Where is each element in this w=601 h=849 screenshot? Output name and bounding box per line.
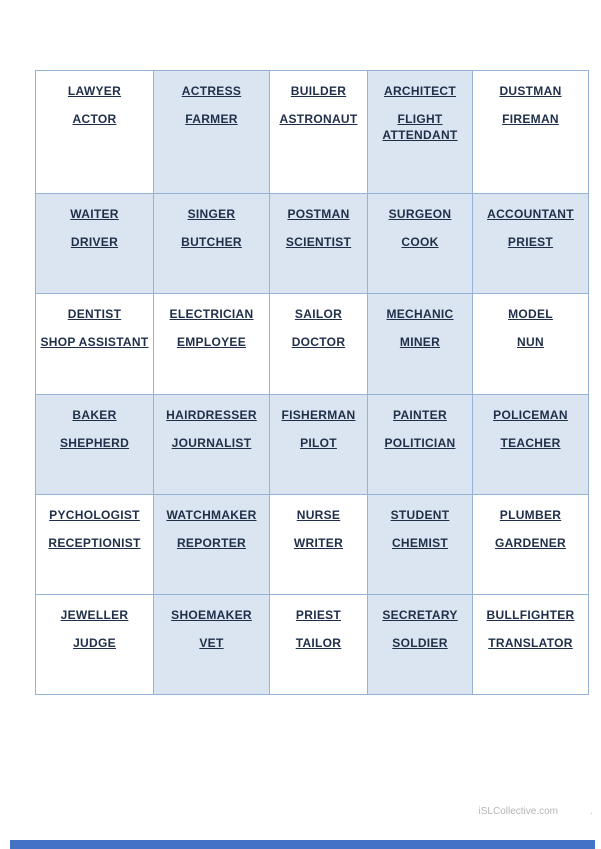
grid-cell	[36, 194, 154, 294]
profession-word: SHOP ASSISTANT	[40, 335, 149, 350]
profession-word: PRIEST	[295, 607, 342, 622]
profession-word: CHEMIST	[391, 535, 449, 550]
profession-word: DENTIST	[67, 307, 122, 322]
profession-word: NURSE	[296, 507, 341, 522]
profession-word: WAITER	[70, 207, 119, 222]
grid-cell	[368, 294, 473, 394]
profession-word: JOURNALIST	[171, 435, 252, 450]
profession-word: TRANSLATOR	[488, 635, 573, 650]
grid-cell	[368, 194, 473, 294]
profession-word: JEWELLER	[60, 607, 129, 622]
profession-word: ACTRESS	[181, 84, 242, 98]
grid-cell	[473, 71, 589, 194]
grid-cell	[154, 394, 270, 494]
grid-cell	[36, 394, 154, 494]
profession-word: DUSTMAN	[499, 84, 562, 98]
profession-word: LAWYER	[67, 84, 122, 98]
grid-cell	[270, 71, 368, 194]
profession-word: COOK	[401, 235, 439, 250]
profession-word: POSTMAN	[287, 207, 350, 222]
grid-cell	[154, 71, 270, 194]
professions-grid	[35, 70, 589, 695]
grid-cell	[270, 294, 368, 394]
grid-cell	[154, 494, 270, 594]
profession-word: GARDENER	[494, 535, 567, 550]
profession-word: ACCOUNTANT	[487, 207, 574, 222]
grid-row	[36, 294, 589, 394]
profession-word: PRIEST	[507, 235, 554, 250]
grid-row	[36, 71, 589, 194]
grid-cell	[36, 594, 154, 694]
profession-word: SAILOR	[294, 307, 343, 322]
profession-word: PILOT	[300, 435, 337, 450]
grid-cell	[368, 494, 473, 594]
profession-word: FARMER	[185, 112, 238, 126]
profession-word: SURGEON	[388, 207, 452, 222]
profession-word: PLUMBER	[499, 507, 562, 522]
grid-row	[36, 494, 589, 594]
profession-word: WRITER	[293, 535, 344, 550]
profession-word: MINER	[399, 335, 441, 350]
grid-cell	[270, 394, 368, 494]
profession-word: STUDENT	[390, 507, 450, 522]
grid-row	[36, 194, 589, 294]
profession-word: DRIVER	[70, 235, 119, 250]
grid-cell	[368, 394, 473, 494]
grid-cell	[270, 494, 368, 594]
profession-word: ARCHITECT	[383, 84, 457, 98]
profession-word: SINGER	[187, 207, 236, 222]
profession-word: BAKER	[72, 407, 117, 422]
profession-word: PAINTER	[393, 407, 447, 422]
profession-word: EMPLOYEE	[176, 335, 247, 350]
profession-word: SHOEMAKER	[171, 607, 252, 622]
profession-word: SHEPHERD	[59, 435, 130, 450]
grid-cell	[154, 194, 270, 294]
grid-cell	[270, 194, 368, 294]
footer-dot: .	[590, 806, 593, 817]
profession-word: JUDGE	[73, 635, 116, 650]
profession-word: POLITICIAN	[384, 435, 456, 450]
profession-word: REPORTER	[176, 535, 247, 550]
grid-cell	[473, 494, 589, 594]
profession-word: PYCHOLOGIST	[49, 507, 140, 522]
profession-word: NUN	[517, 335, 544, 350]
profession-word: HAIRDRESSER	[166, 407, 257, 422]
profession-word: TAILOR	[295, 635, 342, 650]
grid-cell	[36, 294, 154, 394]
profession-word: FLIGHT ATTENDANT	[382, 112, 458, 142]
profession-word: TEACHER	[500, 435, 561, 450]
profession-word: ACTOR	[72, 112, 117, 126]
profession-word: VET	[199, 635, 224, 650]
grid-cell	[368, 71, 473, 194]
bottom-progress-bar	[10, 840, 595, 849]
profession-word: BULLFIGHTER	[486, 607, 575, 622]
profession-word: WATCHMAKER	[166, 507, 257, 522]
islcollective-watermark: iSLCollective.com	[478, 806, 558, 817]
grid-cell	[473, 194, 589, 294]
profession-word: POLICEMAN	[493, 407, 568, 422]
grid-row	[36, 394, 589, 494]
grid-cell	[473, 294, 589, 394]
grid-cell	[154, 594, 270, 694]
profession-word: FIREMAN	[502, 112, 559, 126]
profession-word: BUILDER	[290, 84, 347, 98]
grid-cell	[473, 394, 589, 494]
profession-word: DOCTOR	[291, 335, 346, 350]
profession-word: SECRETARY	[382, 607, 458, 622]
profession-word: RECEPTIONIST	[48, 535, 141, 550]
profession-word: ELECTRICIAN	[169, 307, 254, 322]
profession-word: SCIENTIST	[285, 235, 352, 250]
grid-row	[36, 594, 589, 694]
profession-word: ASTRONAUT	[279, 112, 358, 126]
grid-cell	[36, 494, 154, 594]
profession-word: SOLDIER	[392, 635, 448, 650]
profession-word: FISHERMAN	[281, 407, 356, 422]
profession-word: MODEL	[508, 307, 553, 322]
grid-cell	[270, 594, 368, 694]
grid-cell	[36, 71, 154, 194]
grid-cell	[154, 294, 270, 394]
profession-word: MECHANIC	[386, 307, 454, 322]
grid-body	[36, 71, 589, 695]
profession-word: BUTCHER	[181, 235, 242, 250]
grid-cell	[368, 594, 473, 694]
grid-cell	[473, 594, 589, 694]
